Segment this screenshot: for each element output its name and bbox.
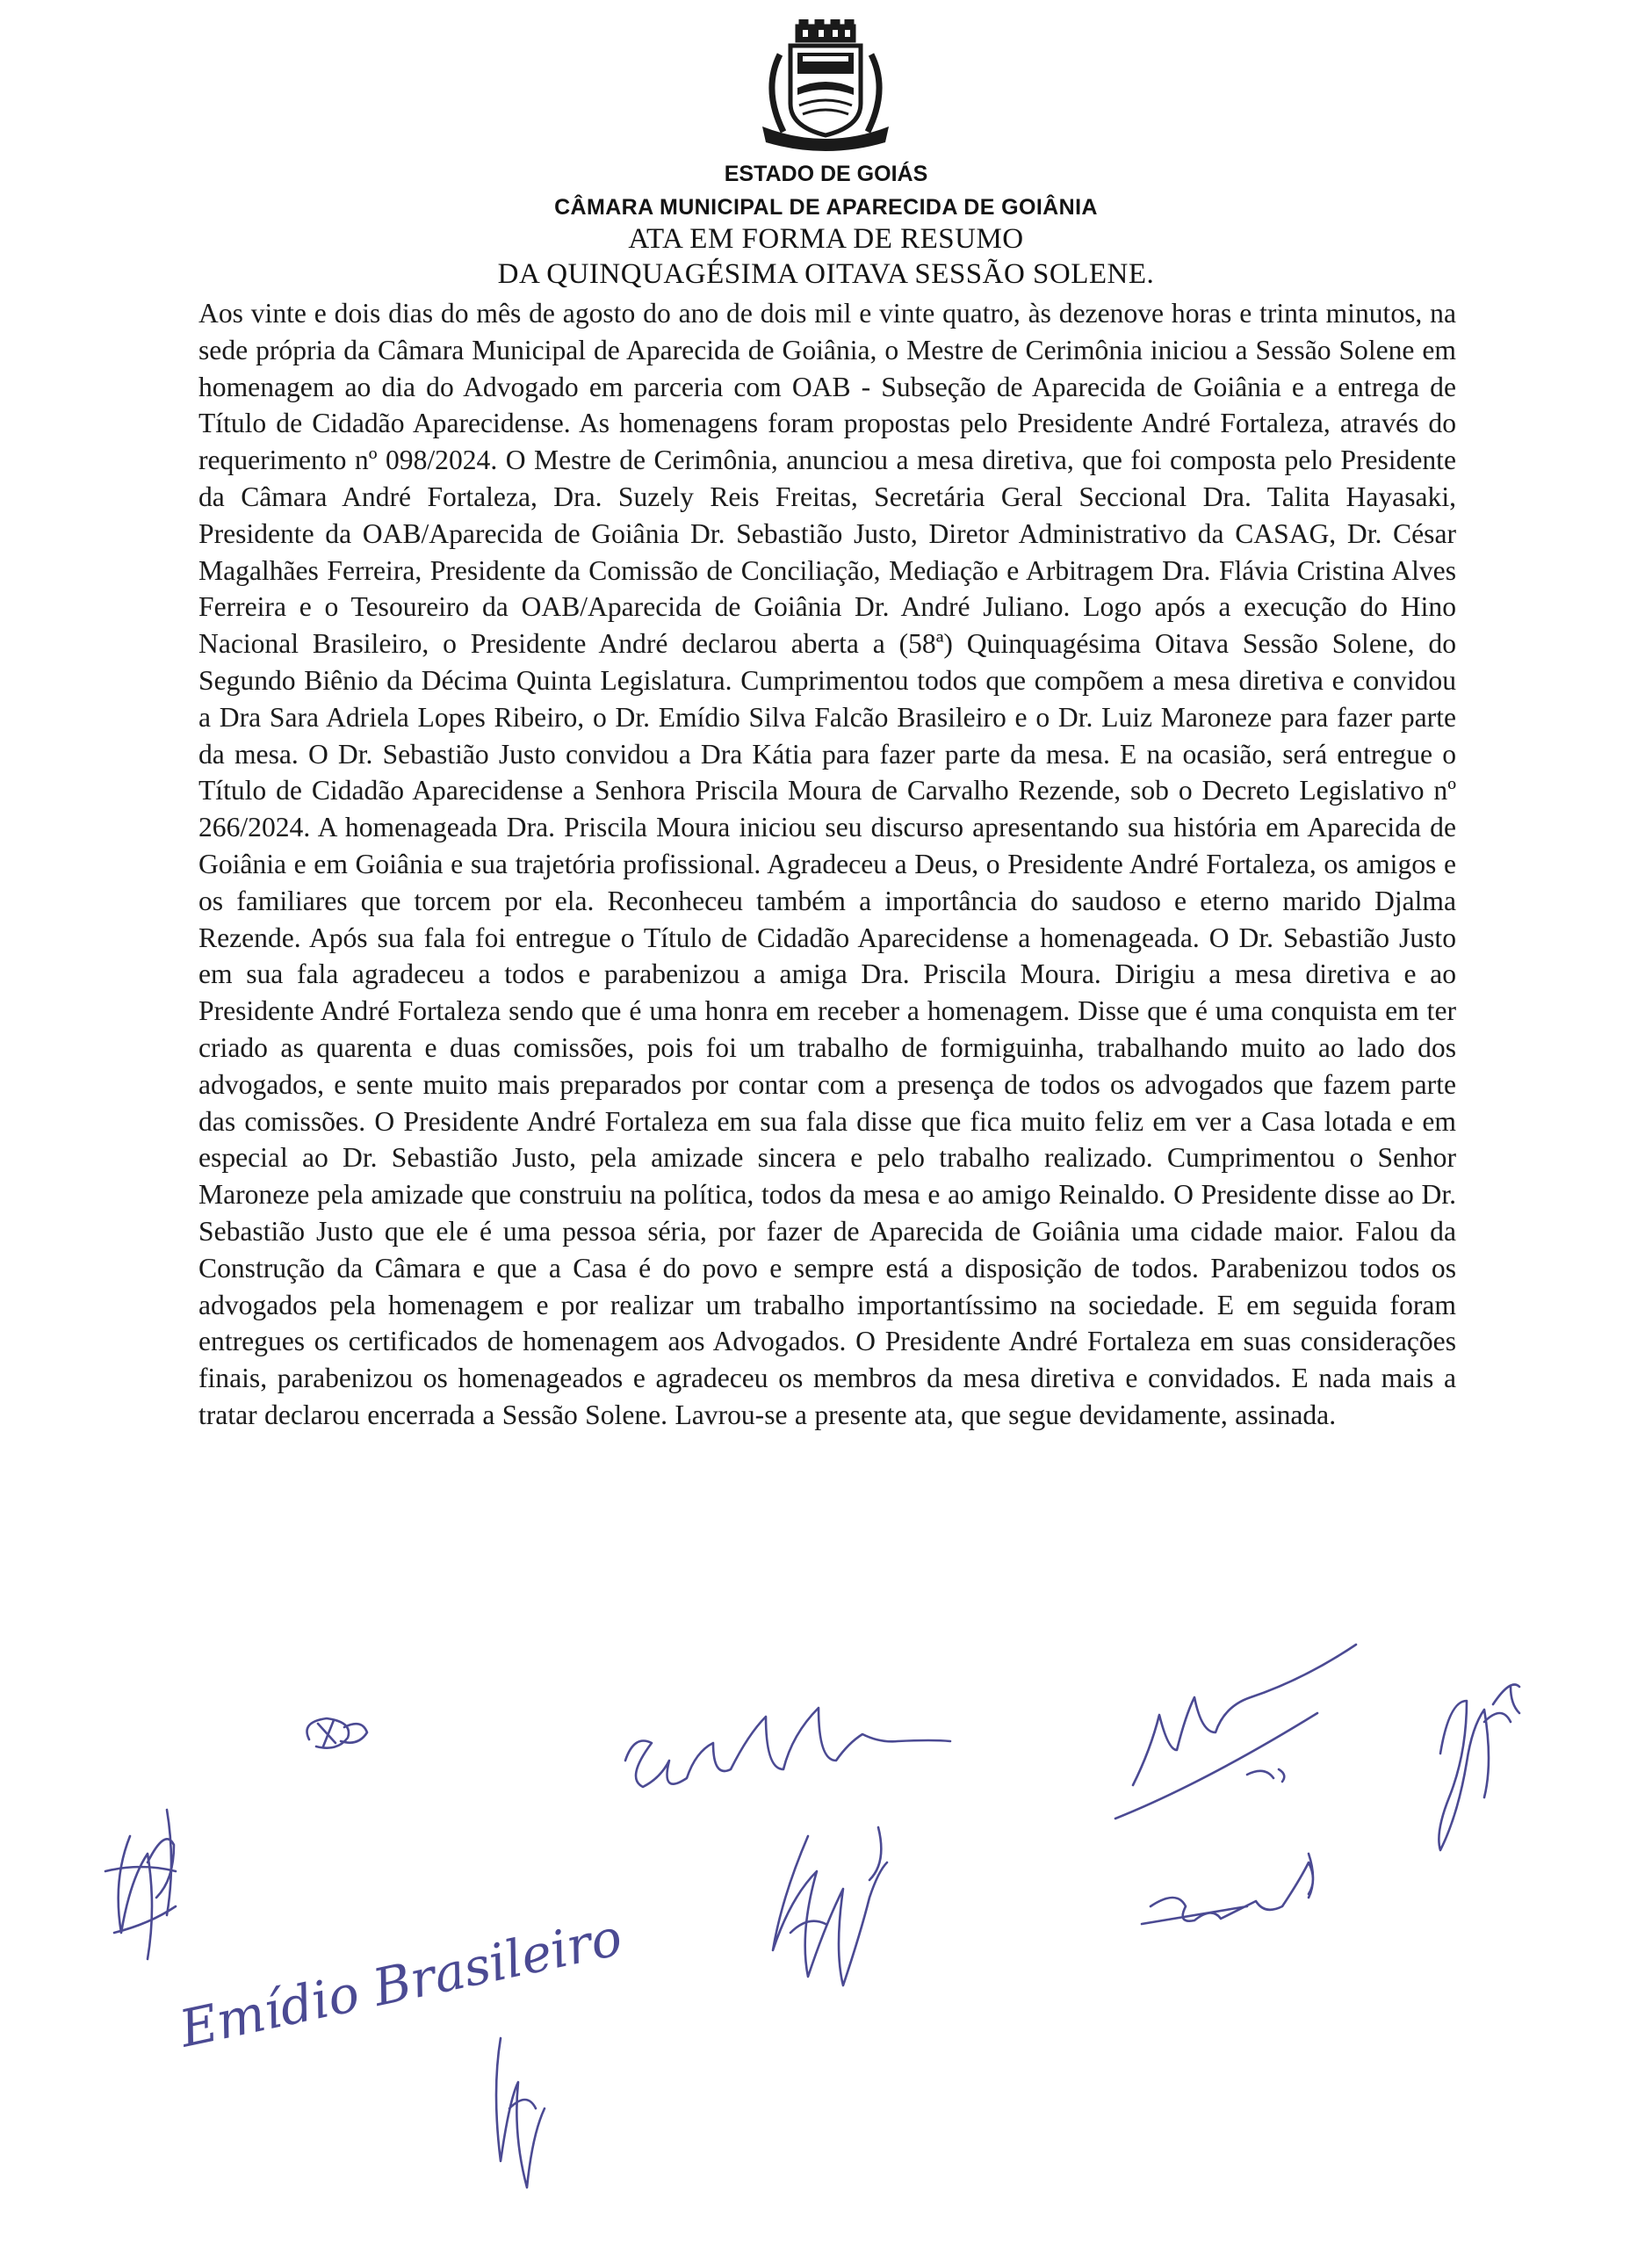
signatures-area [0, 1634, 1652, 2249]
municipal-coat-of-arms-icon [745, 19, 906, 151]
signature-3 [1115, 1645, 1356, 1819]
signature-6 [773, 1827, 887, 1985]
state-heading: ESTADO DE GOIÁS [724, 162, 928, 186]
signature-8 [496, 2038, 545, 2188]
document-subtitle: DA QUINQUAGÉSIMA OITAVA SESSÃO SOLENE. [497, 258, 1155, 290]
signature-4 [1439, 1685, 1519, 1851]
document-title: ATA EM FORMA DE RESUMO [628, 223, 1024, 255]
signature-2 [625, 1708, 950, 1787]
signature-1 [307, 1718, 368, 1748]
signature-handwritten-name: Emídio Brasileiro [174, 1906, 627, 2059]
chamber-heading: CÂMARA MUNICIPAL DE APARECIDA DE GOIÂNIA [554, 195, 1098, 220]
signature-5 [105, 1810, 176, 1959]
signature-7 [1142, 1854, 1313, 1924]
minutes-body: Aos vinte e dois dias do mês de agosto do ano de dois mil e vinte quatro, às dezenove horas e trinta minutos, na sede própria da Câmara Municipal de Aparecida de Goiânia, o Mestre de Cerimônia iniciou a Sessão Solene em homenagem ao dia do Advogado em parceria com OAB - Subseção de Aparecida de Goiânia e a entrega de Título de Cidadão Aparecidense. As homenagens foram propostas pelo Presidente André Fortaleza, através do requerimento nº 098/2024. O Mestre de Cerimônia, anunciou a mesa diretiva, que foi composta pelo Presidente da Câmara André Fortaleza, Dra. Suzely Reis Freitas, Secretária Geral Seccional Dra. Talita Hayasaki, Presidente da OAB/Aparecida de Goiânia Dr. Sebastião Justo, Diretor Administrativo da CASAG, Dr. César Magalhães Ferreira, Presidente da Comissão de Conciliação, Mediação e Arbitragem Dra. Flávia Cristina Alves Ferreira e o Tesoureiro da OAB/Aparecida de Goiânia Dr. André Juliano. Logo após a execução do Hino Nacional Brasileiro, o Presidente André declarou aberta a (58ª) Quinquagésima Oitava Sessão Solene, do Segundo Biênio da Décima Quinta Legislatura. Cumprimentou todos que compõem a mesa diretiva e convidou a Dra Sara Adriela Lopes Ribeiro, o Dr. Emídio Silva Falcão Brasileiro e o Dr. Luiz Maroneze para fazer parte da mesa. O Dr. Sebastião Justo convidou a Dra Kátia para fazer parte da mesa. E na ocasião, será entregue o Título de Cidadão Aparecidense a Senhora Priscila Moura de Carvalho Rezende, sob o Decreto Legislativo nº 266/2024. A homenageada Dra. Priscila Moura iniciou seu discurso apresentando sua história em Aparecida de Goiânia e em Goiânia e sua trajetória profissional. Agradeceu a Deus, o Presidente André Fortaleza, os amigos e os familiares que torcem por ela. Reconheceu também a importância do saudoso e eterno marido Djalma Rezende. Após sua fala foi entregue o Título de Cidadão Aparecidense a homenageada. O Dr. Sebastião Justo em sua fala agradeceu a todos e parabenizou a amiga Dra. Priscila Moura. Dirigiu a mesa diretiva e ao Presidente André Fortaleza sendo que é uma honra em receber a homenagem. Disse que é uma conquista em ter criado as quarenta e duas comissões, pois foi um trabalho de formiguinha, trabalhando muito ao lado dos advogados, e sente muito mais preparados por contar com a presença de todos os advogados que fazem parte das comissões. O Presidente André Fortaleza em sua fala disse que fica muito feliz em ver a Casa lotada e em especial ao Dr. Sebastião Justo, pela amizade sincera e pelo trabalho realizado. Cumprimentou o Senhor Maroneze pela amizade que construiu na política, todos da mesa e ao amigo Reinaldo. O Presidente disse ao Dr. Sebastião Justo que ele é uma pessoa séria, por fazer de Aparecida de Goiânia uma cidade maior. Falou da Construção da Câmara e que a Casa é do povo e sempre está a disposição de todos. Parabenizou todos os advogados pela homenagem e por realizar um trabalho importantíssimo na sociedade. E em seguida foram entregues os certificados de homenagem aos Advogados. O Presidente André Fortaleza em suas considerações finais, parabenizou os homenageados e agradeceu os membros da mesa diretiva e convidados. E nada mais a tratar declarou encerrada a Sessão Solene. Lavrou-se a presente ata, que segue devidamente, assinada. [198, 298, 1456, 1430]
